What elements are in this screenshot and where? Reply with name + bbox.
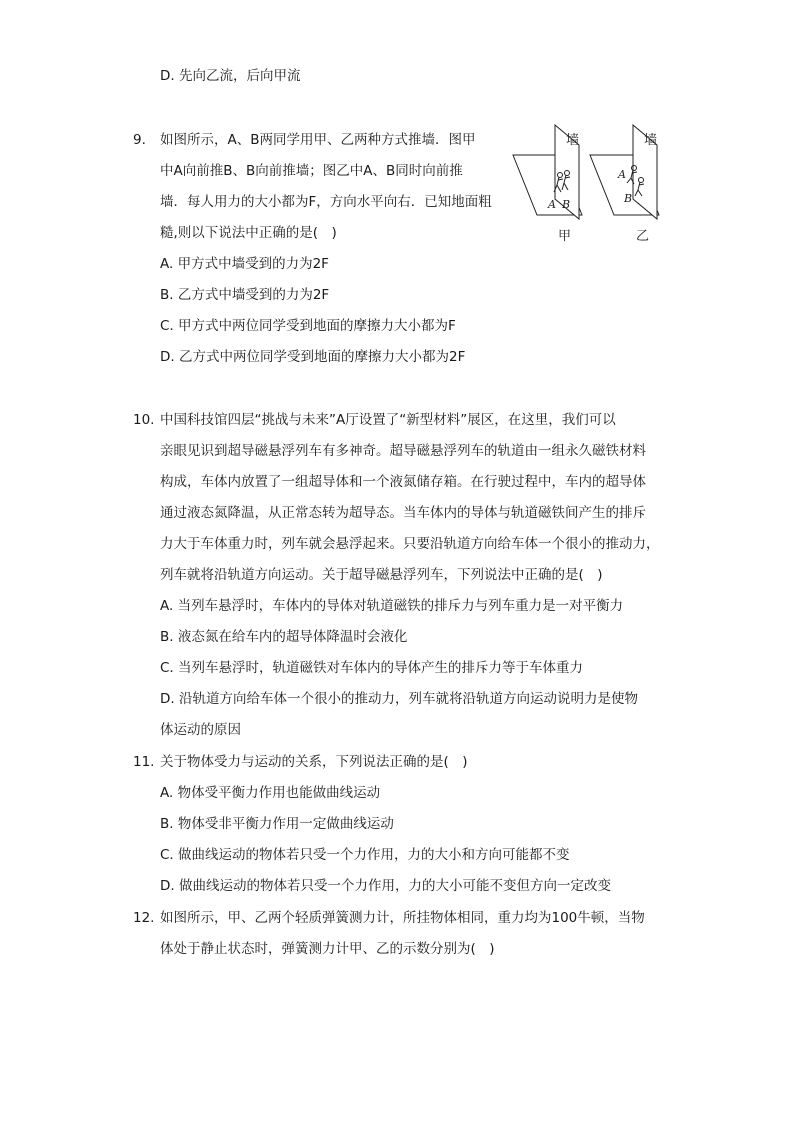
q9-stem-line-4: 糙,则以下说法中正确的是( ) [160,225,337,241]
q10-stem-line-4: 通过液态氮降温，从正常态转为超导态。当车体内的导体与轨道磁铁间产生的排斥 [160,505,646,521]
q10-stem-line-5: 力大于车体重力时，列车就会悬浮起来。只要沿轨道方向给车体一个很小的推动力， [160,536,660,552]
q10-stem-line-3: 构成，车体内放置了一组超导体和一个液氮储存箱。在行驶过程中，车内的超导体 [160,474,646,490]
q9-stem-line-1: 如图所示，A、B两同学用甲、乙两种方式推墙．图甲 [160,132,476,148]
q11-number: 11. [133,754,155,770]
q10-option-d: D. 沿轨道方向给车体一个很小的推动力，列车就将沿轨道方向运动说明力是使物 [160,691,638,707]
q11-option-d: D. 做曲线运动的物体若只受一个力作用，力的大小可能不变但方向一定改变 [160,878,611,894]
jia-caption: 甲 [558,229,572,244]
q10-option-a: A. 当列车悬浮时，车体内的导体对轨道磁铁的排斥力与列车重力是一对平衡力 [160,598,624,614]
q8-option-d: D. 先向乙流，后向甲流 [160,68,301,84]
q9-number: 9. [133,132,146,148]
yi-label-a: A [618,168,626,181]
q12-stem-line-1: 如图所示，甲、乙两个轻质弹簧测力计，所挂物体相同，重力均为100牛顿，当物 [160,910,645,926]
q10-option-b: B. 液态氮在给车内的超导体降温时会液化 [160,629,408,645]
q10-option-d-continued: 体运动的原因 [160,722,241,738]
q10-stem-line-2: 亲眼见识到超导磁悬浮列车有多神奇。超导磁悬浮列车的轨道由一组永久磁铁材料 [160,443,646,459]
q10-option-c: C. 当列车悬浮时，轨道磁铁对车体内的导体产生的排斥力等于车体重力 [160,660,584,676]
q12-number: 12. [133,910,155,926]
q11-option-c: C. 做曲线运动的物体若只受一个力作用，力的大小和方向可能都不变 [160,847,570,863]
yi-label-b: B [624,192,633,205]
q10-stem-line-1: 中国科技馆四层“挑战与未来”A厅设置了“新型材料”展区，在这里，我们可以 [160,412,616,428]
q9-option-d: D. 乙方式中两位同学受到地面的摩擦力大小都为2F [160,349,466,365]
q9-stem-line-2: 中A向前推B、B向前推墙；图乙中A、B同时向前推 [160,163,463,179]
q9-option-a: A. 甲方式中墙受到的力为2F [160,256,329,272]
yi-caption: 乙 [636,229,650,244]
jia-label-a: A [548,198,556,211]
q10-number: 10. [133,412,155,428]
q12-stem-line-2: 体处于静止状态时，弹簧测力计甲、乙的示数分别为( ) [160,941,495,957]
jia-label-b: B [562,198,571,211]
jia-wall-label: 墙 [566,133,580,148]
q9-option-b: B. 乙方式中墙受到的力为2F [160,287,330,303]
q10-stem-line-6: 列车就将沿轨道方向运动。关于超导磁悬浮列车，下列说法中正确的是( ) [160,567,603,583]
q9-figure [510,120,670,250]
yi-wall-label: 墙 [644,133,658,148]
q11-option-a: A. 物体受平衡力作用也能做曲线运动 [160,785,381,801]
q9-option-c: C. 甲方式中两位同学受到地面的摩擦力大小都为F [160,318,456,334]
q11-stem: 关于物体受力与运动的关系，下列说法正确的是( ) [160,754,468,770]
q9-stem-line-3: 墙．每人用力的大小都为F，方向水平向右．已知地面粗 [160,194,492,210]
q11-option-b: B. 物体受非平衡力作用一定做曲线运动 [160,816,394,832]
